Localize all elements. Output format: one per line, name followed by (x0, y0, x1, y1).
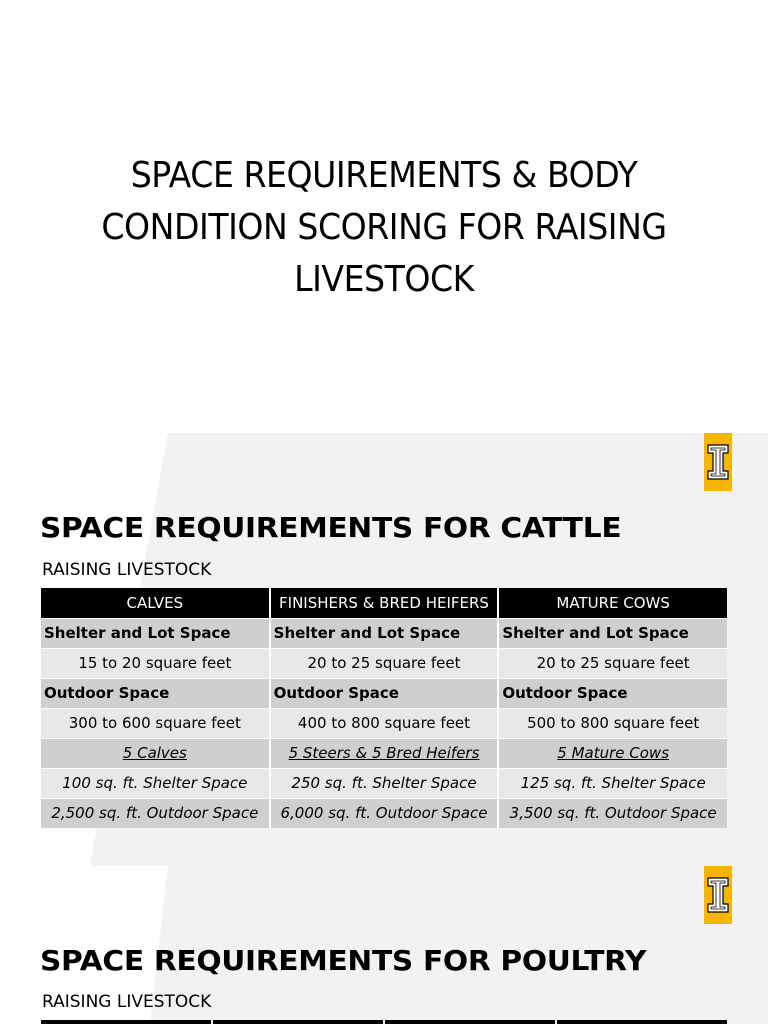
table-row (41, 798, 727, 828)
table-cell: 400 to 800 square feet (270, 708, 499, 738)
table-cell: 20 to 25 square feet (498, 648, 727, 678)
table-cell: Shelter and Lot Space (498, 618, 727, 648)
table-cell: Outdoor Space (41, 678, 270, 708)
table-cell: 5 Mature Cows (498, 738, 727, 768)
table-cell: 6,000 sq. ft. Outdoor Space (270, 798, 499, 828)
block-i-logo-icon (704, 433, 732, 491)
poultry-heading: SPACE REQUIREMENTS FOR POULTRY (40, 944, 647, 977)
table-cell: 3,500 sq. ft. Outdoor Space (498, 798, 727, 828)
block-i-logo-icon (704, 866, 732, 924)
table-header-cell (41, 1020, 211, 1024)
column-header-mature-cows: MATURE COWS (498, 588, 727, 618)
table-cell: Outdoor Space (498, 678, 727, 708)
cattle-space-table (41, 588, 727, 828)
table-row (41, 618, 727, 648)
table-cell: 5 Calves (41, 738, 270, 768)
cattle-heading: SPACE REQUIREMENTS FOR CATTLE (40, 511, 622, 544)
table-cell: 300 to 600 square feet (41, 708, 270, 738)
table-cell: 125 sq. ft. Shelter Space (498, 768, 727, 798)
table-cell: 15 to 20 square feet (41, 648, 270, 678)
table-cell: Shelter and Lot Space (41, 618, 270, 648)
table-cell: Shelter and Lot Space (270, 618, 499, 648)
column-header-calves: CALVES (41, 588, 270, 618)
table-cell: 20 to 25 square feet (270, 648, 499, 678)
table-row (41, 738, 727, 768)
table-header-cell (213, 1020, 383, 1024)
table-cell: 2,500 sq. ft. Outdoor Space (41, 798, 270, 828)
poultry-table-header (41, 1020, 727, 1024)
cattle-slide (0, 433, 768, 866)
table-row (41, 708, 727, 738)
table-cell: 100 sq. ft. Shelter Space (41, 768, 270, 798)
table-row (41, 648, 727, 678)
table-header-cell (557, 1020, 727, 1024)
poultry-slide (0, 866, 768, 1024)
table-cell: Outdoor Space (270, 678, 499, 708)
poultry-subheading: RAISING LIVESTOCK (42, 992, 212, 1012)
presentation-title: SPACE REQUIREMENTS & BODY CONDITION SCORING FOR RAISING LIVESTOCK (101, 155, 667, 300)
table-header-cell (385, 1020, 555, 1024)
table-row (41, 678, 727, 708)
table-row (41, 768, 727, 798)
title-slide (0, 0, 768, 433)
table-cell: 250 sq. ft. Shelter Space (270, 768, 499, 798)
table-cell: 500 to 800 square feet (498, 708, 727, 738)
column-header-finishers: FINISHERS & BRED HEIFERS (270, 588, 499, 618)
cattle-subheading: RAISING LIVESTOCK (42, 560, 212, 580)
table-header-row (41, 588, 727, 618)
table-cell: 5 Steers & 5 Bred Heifers (270, 738, 499, 768)
